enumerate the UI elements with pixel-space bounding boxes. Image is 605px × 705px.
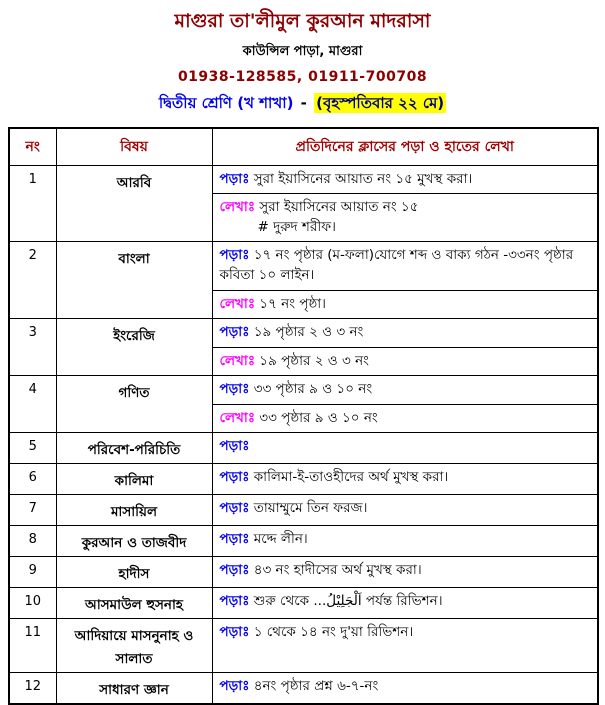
pora-label: পড়াঃ	[219, 170, 250, 187]
subject-name: কুরআন ও তাজবীদ	[56, 526, 212, 557]
pora-cell: পড়াঃ ৩৩ পৃষ্ঠার ৯ ও ১০ নং	[212, 376, 598, 405]
table-row	[9, 165, 598, 194]
pora-cell: পড়াঃ ১৯ পৃষ্ঠার ২ ও ৩ নং	[212, 319, 598, 348]
table-row	[9, 619, 598, 673]
column-header-lesson: প্রতিদিনের ক্লাসের পড়া ও হাতের লেখা	[212, 128, 598, 166]
table-row	[9, 495, 598, 526]
pora-label: পড়াঃ	[219, 531, 250, 548]
separator: -	[300, 93, 307, 112]
pora-cell: পড়াঃ ৪৩ নং হাদীসের অর্থ মুখস্থ করা।	[212, 557, 598, 588]
table-row	[9, 242, 598, 290]
pora-label: পড়াঃ	[219, 247, 250, 264]
lekha-label: লেখাঃ	[219, 199, 256, 216]
day-highlight: (বৃহস্পতিবার ২২ মে)	[316, 93, 445, 112]
row-number: 2	[9, 242, 56, 319]
subject-name: গণিত	[56, 376, 212, 433]
row-number: 12	[9, 673, 56, 705]
table-row	[9, 673, 598, 705]
pora-label: পড়াঃ	[219, 562, 250, 579]
pora-label: পড়াঃ	[219, 593, 250, 610]
pora-cell: পড়াঃ ৪নং পৃষ্ঠার প্রশ্ন ৬-৭-নং	[212, 673, 598, 705]
pora-label: পড়াঃ	[219, 624, 250, 641]
subject-name: সাধারণ জ্ঞান	[56, 673, 212, 705]
lekha-extra-line: # দুরুদ শরীফ।	[257, 218, 336, 235]
subject-name: আদিয়ায়ে মাসনুনাহ ও সালাত	[56, 619, 212, 673]
subject-name: কালিমা	[56, 464, 212, 495]
phone-numbers: 01938-128585, 01911-700708	[177, 68, 428, 85]
subject-name: আসমাউল হুসনাহ	[56, 588, 212, 619]
row-number: 5	[9, 433, 56, 464]
pora-label: পড়াঃ	[219, 381, 250, 398]
lekha-cell: লেখাঃ ১৯ পৃষ্ঠার ২ ও ৩ নং	[212, 347, 598, 376]
table-row	[9, 588, 598, 619]
table-row	[9, 433, 598, 464]
pora-cell: পড়াঃ ১৭ নং পৃষ্ঠার (ম-ফলা)যোগে শব্দ ও বাক্য গঠন -৩৩নং পৃষ্ঠার কবিতা ১০ লাইন।	[212, 242, 598, 290]
row-number: 7	[9, 495, 56, 526]
row-number: 8	[9, 526, 56, 557]
subject-name: আরবি	[56, 165, 212, 242]
lekha-label: লেখাঃ	[219, 352, 256, 369]
subject-name: হাদীস	[56, 557, 212, 588]
subject-name: মাসায়িল	[56, 495, 212, 526]
page-title: মাগুরা তা'লীমুল কুরআন মাদরাসা	[174, 10, 431, 32]
subject-name: ইংরেজি	[56, 319, 212, 376]
pora-label: পড়াঃ	[219, 324, 250, 341]
pora-cell	[212, 433, 598, 464]
table-row	[9, 376, 598, 405]
row-number: 9	[9, 557, 56, 588]
pora-cell: পড়াঃ কালিমা-ই-তাওহীদের অর্থ মুখস্থ করা।	[212, 464, 598, 495]
table-header-row	[9, 128, 598, 166]
pora-label: পড়াঃ	[219, 438, 250, 455]
row-number: 1	[9, 165, 56, 242]
lekha-cell: লেখাঃ ৩৩ পৃষ্ঠার ৯ ও ১০ নং	[212, 404, 598, 433]
pora-label: পড়াঃ	[219, 469, 250, 486]
pora-label: পড়াঃ	[219, 500, 250, 517]
row-number: 11	[9, 619, 56, 673]
table-row	[9, 319, 598, 348]
pora-cell: পড়াঃ ১ থেকে ১৪ নং দু'য়া রিভিশন।	[212, 619, 598, 673]
class-line	[0, 92, 605, 117]
column-header-subject: বিষয়	[56, 128, 212, 166]
pora-cell: পড়াঃ সুরা ইয়াসিনের আয়াত নং ১৫ মুখস্থ করা।	[212, 165, 598, 194]
row-number: 6	[9, 464, 56, 495]
table-row	[9, 464, 598, 495]
homework-table	[8, 127, 599, 705]
subject-name: বাংলা	[56, 242, 212, 319]
row-number: 10	[9, 588, 56, 619]
lekha-label: লেখাঃ	[219, 409, 256, 426]
table-row	[9, 557, 598, 588]
table-row	[9, 526, 598, 557]
subject-name: পরিবেশ-পরিচিতি	[56, 433, 212, 464]
lekha-label: লেখাঃ	[219, 295, 256, 312]
address-line: কাউন্সিল পাড়া, মাগুরা	[242, 43, 363, 59]
pora-label: পড়াঃ	[219, 678, 250, 695]
pora-cell: পড়াঃ তায়াম্মুমে তিন ফরজ।	[212, 495, 598, 526]
class-name: দ্বিতীয় শ্রেণি (খ শাখা)	[158, 93, 294, 112]
lekha-cell: লেখাঃ সুরা ইয়াসিনের আয়াত নং ১৫ # দুরুদ শরীফ।	[212, 194, 598, 242]
row-number: 3	[9, 319, 56, 376]
row-number: 4	[9, 376, 56, 433]
pora-cell: পড়াঃ মদ্দে লীন।	[212, 526, 598, 557]
column-header-number: নং	[9, 128, 56, 166]
pora-cell: পড়াঃ শুরু থেকে ...اَلْجَلِيْلُ পর্যন্ত রিভিশন।	[212, 588, 598, 619]
lekha-cell: লেখাঃ ১৭ নং পৃষ্ঠা।	[212, 290, 598, 319]
